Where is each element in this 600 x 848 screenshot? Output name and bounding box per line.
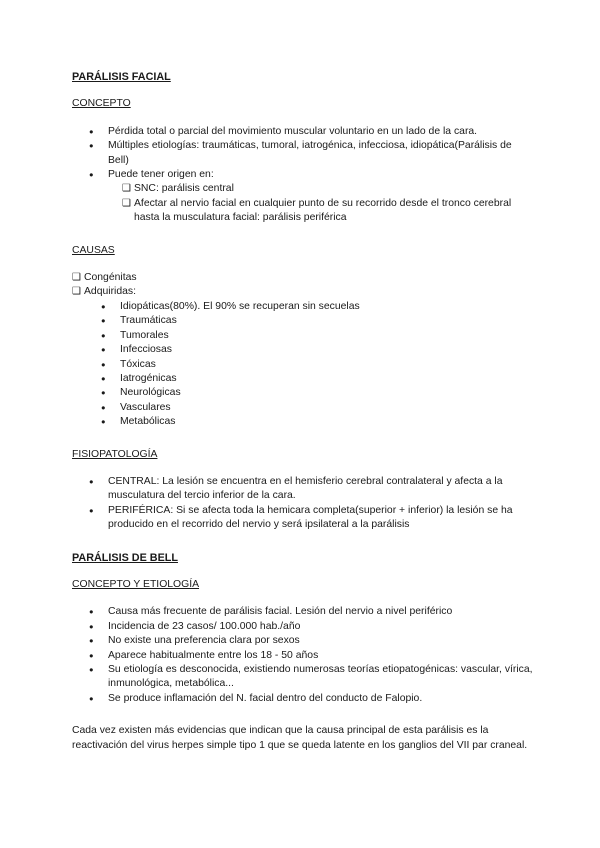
list-item: ● CENTRAL: La lesión se encuentra en el hemisferio cerebral contralateral y afecta a la musculatura del tercio inferior de la cara. (72, 475, 534, 504)
heading-causas: CAUSAS (72, 244, 115, 256)
list-item: ● Traumáticas (84, 314, 534, 328)
list-item: ● Metabólicas (84, 415, 534, 429)
origen-sublist (108, 182, 534, 225)
bell-paragraph: Cada vez existen más evidencias que indican que la causa principal de esta parálisis es la reactivación del virus herpes simple tipo 1 que se queda latente en los ganglios del VII par craneal. (72, 725, 528, 751)
list-item: ● Iatrogénicas (84, 372, 534, 386)
bell-list (72, 605, 534, 706)
list-item: ● Tóxicas (84, 358, 534, 372)
concepto-list (72, 125, 534, 226)
list-item: ● Infecciosas (84, 343, 534, 357)
list-item: ● PERIFÉRICA: Si se afecta toda la hemicara completa(superior + inferior) la lesión se ha producido en el recorrido del nervio y será ipsilateral a la parálisis (72, 504, 534, 533)
list-item: ❑ Congénitas (72, 271, 534, 285)
list-item (72, 168, 534, 226)
list-item-text: Adquiridas: (84, 286, 136, 298)
list-item-text: Puede tener origen en: (108, 169, 214, 181)
sub-list-item: ❑ SNC: parálisis central (122, 182, 534, 196)
list-item: ● Múltiples etiologías: traumáticas, tumoral, iatrogénica, infecciosa, idiopática(Parálisis de Bell) (72, 139, 534, 168)
list-item: ● Su etiología es desconocida, existiendo numerosas teorías etiopatogénicas: vascular, vírica, inmunológica, metabólica... (72, 663, 534, 692)
list-item: ● Se produce inflamación del N. facial dentro del conducto de Falopio. (72, 692, 534, 706)
document-page (72, 70, 534, 753)
list-item (72, 285, 534, 429)
heading-concepto: CONCEPTO (72, 98, 131, 110)
list-item: ● Aparece habitualmente entre los 18 - 50 años (72, 649, 534, 663)
heading-concepto-etiologia: CONCEPTO Y ETIOLOGÍA (72, 578, 200, 590)
title-paralisis-facial: PARÁLISIS FACIAL (72, 71, 171, 83)
list-item: ● Neurológicas (84, 386, 534, 400)
title-paralisis-de-bell: PARÁLISIS DE BELL (72, 551, 178, 564)
fisiopatologia-list (72, 475, 534, 533)
sub-list-item: ❑ Afectar al nervio facial en cualquier punto de su recorrido desde el tronco cerebral hasta la musculatura facial: parálisis periférica (122, 197, 534, 226)
list-item: ● Incidencia de 23 casos/ 100.000 hab./año (72, 620, 534, 634)
heading-fisiopatologia: FISIOPATOLOGÍA (72, 448, 158, 460)
list-item: ● Causa más frecuente de parálisis facial. Lesión del nervio a nivel periférico (72, 605, 534, 619)
list-item: ● Vasculares (84, 401, 534, 415)
list-item: ● Idiopáticas(80%). El 90% se recuperan sin secuelas (84, 300, 534, 314)
list-item: ● Pérdida total o parcial del movimiento muscular voluntario en un lado de la cara. (72, 125, 534, 139)
list-item: ● No existe una preferencia clara por sexos (72, 634, 534, 648)
causas-list (72, 271, 534, 429)
list-item: ● Tumorales (84, 329, 534, 343)
adquiridas-list (84, 300, 534, 430)
